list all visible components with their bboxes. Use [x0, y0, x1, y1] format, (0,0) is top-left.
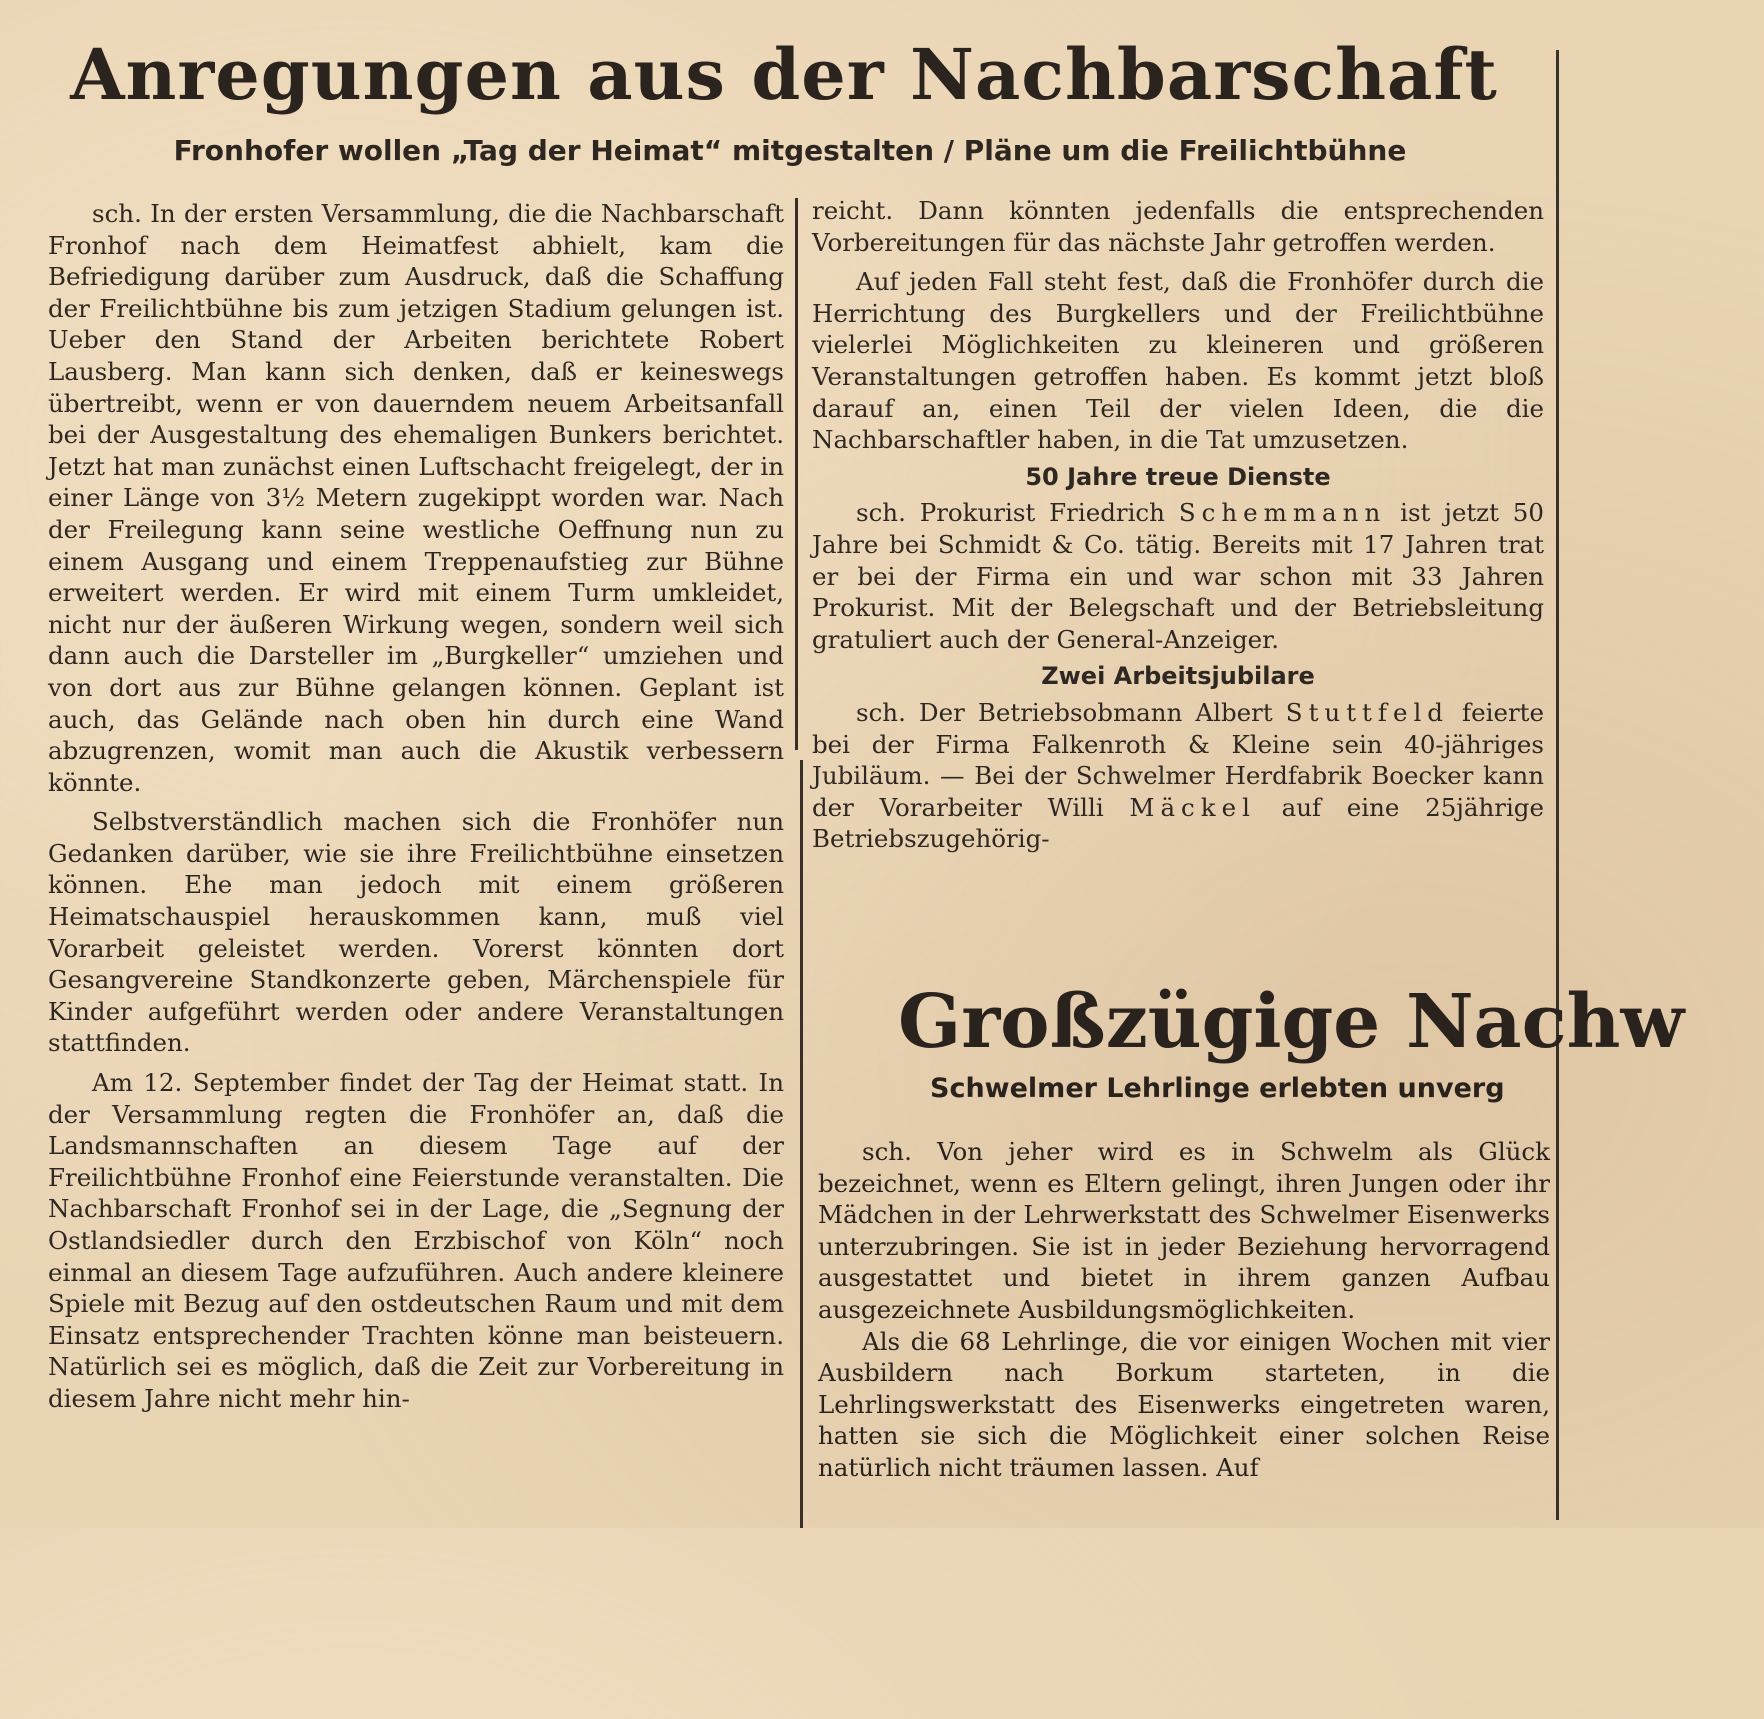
second-article-header [818, 979, 1685, 1104]
column-divider [795, 198, 798, 750]
article-subheadline: Fronhofer wollen „Tag der Heimat“ mitgestalten / Pläne um die Freilichtbühne [173, 134, 1407, 167]
person-name: Stuttfeld [1285, 697, 1449, 727]
notice-paragraph [812, 697, 1544, 855]
article-paragraph: Als die 68 Lehrlinge, die vor einigen Wochen mit vier Ausbildern nach Borkum starteten, in die Lehrlingswerkstatt des Eisenwerks eingetreten waren, hatten sie sich die Möglichkeit einer solchen Reise natürlich nicht träumen lassen. Auf [818, 1326, 1550, 1482]
notice-paragraph [812, 497, 1544, 655]
column-divider-lower [800, 760, 803, 1528]
notice-text: feierte bei der Firma Falkenroth & Kleine sein 40-jähriges Jubiläum. — Bei der Schwelmer Herdfabrik Boecker kann der Vorarbeiter Willi [812, 697, 1545, 822]
notice-text: sch. Der Betriebsobmann Albert [856, 697, 1286, 727]
article-paragraph: Auf jeden Fall steht fest, daß die Fronhöfer durch die Herrichtung des Burgkellers und der Freilichtbühne vielerlei Möglichkeiten zu kleineren und größeren Veranstaltungen getroffen haben. Es kommt jetzt bloß darauf an, einen Teil der vielen Ideen, die die Nachbarschaftler haben, in die Tat umzusetzen. [812, 267, 1544, 455]
article-paragraph: Am 12. September findet der Tag der Heimat statt. In der Versammlung regten die Fronhöfer an, daß die Landsmannschaften an diesem Tage auf der Freilichtbühne Fronhof eine Feierstunde veranstalten. Die Nachbarschaft Fronhof sei in der Lage, die „Segnung der Ostlandsiedler durch den Erzbischof von Köln“ noch einmal an diesem Tage aufzuführen. Auch andere kleinere Spiele mit Bezug auf den ostdeutschen Raum und mit dem Einsatz entsprechender Trachten könne man beisteuern. Natürlich sei es möglich, daß die Zeit zur Vorbereitung in diesem Jahre nicht mehr hin- [48, 1068, 784, 1413]
article-right-column [812, 195, 1544, 855]
person-name: Schemmann [1178, 498, 1387, 528]
page-edge-rule [1556, 50, 1559, 1520]
article-paragraph: sch. Von jeher wird es in Schwelm als Glück bezeichnet, wenn es Eltern gelingt, ihren Jungen oder ihr Mädchen in der Lehrwerkstatt des Schwelmer Eisenwerks unterzubringen. Sie ist in jeder Beziehung hervorragend ausgestattet und bietet in ihrem ganzen Aufbau ausgezeichnete Ausbildungsmöglichkeiten. [818, 1137, 1550, 1324]
notice-text: auf eine 25jährige Betriebszugehörig- [812, 792, 1544, 854]
article-paragraph: reicht. Dann könnten jedenfalls die entsprechenden Vorbereitungen für das nächste Jahr getroffen werden. [812, 196, 1544, 257]
article-headline: Anregungen aus der Nachbarschaft [70, 33, 1498, 116]
notice-heading: Zwei Arbeitsjubilare [1041, 662, 1315, 691]
notice-text: ist jetzt 50 Jahre bei Schmidt & Co. tätig. Bereits mit 17 Jahren trat er bei der Firma ein und war schon mit 33 Jahren Prokurist. Mit der Belegschaft und der Betriebsleitung gratuliert auch der General-Anzeiger. [812, 498, 1544, 654]
second-article-body [818, 1136, 1550, 1484]
article-paragraph: sch. In der ersten Versammlung, die die Nachbarschaft Fronhof nach dem Heimatfest abhielt, kam die Befriedigung darüber zum Ausdruck, daß die Schaffung der Freilichtbühne bis zum jetzigen Stadium gelungen ist. Ueber den Stand der Arbeiten berichtete Robert Lausberg. Man kann sich denken, daß er keineswegs übertreibt, wenn er von dauerndem neuem Arbeitsanfall bei der Ausgestaltung des ehemaligen Bunkers berichtet. Jetzt hat man zunächst einen Luftschacht freigelegt, der in einer Länge von 3½ Metern zugekippt worden war. Nach der Freilegung kann seine westliche Oeffnung nun zu einem Ausgang und einem Treppenaufstieg zur Bühne erweitert werden. Er wird mit einem Turm umkleidet, nicht nur der äußeren Wirkung wegen, sondern weil sich dann auch die Darsteller im „Burgkeller“ umziehen und von dort aus zur Bühne gelangen können. Geplant ist auch, das Gelände nach oben hin durch eine Wand abzugrenzen, womit man auch die Akustik verbessern könnte. [48, 199, 784, 797]
article-left-column [48, 198, 784, 1415]
second-article-subheadline: Schwelmer Lehrlinge erlebten unverg [930, 1073, 1505, 1104]
article-paragraph: Selbstverständlich machen sich die Fronhöfer nun Gedanken darüber, wie sie ihre Freilichtbühne einsetzen können. Ehe man jedoch mit einem größeren Heimatschauspiel herauskommen kann, muß viel Vorarbeit geleistet werden. Vorerst könnten dort Gesangvereine Standkonzerte geben, Märchenspiele für Kinder aufgeführt werden oder andere Veranstaltungen stattfinden. [48, 807, 784, 1058]
second-article-headline: Großzügige Nachw [898, 979, 1685, 1065]
notice-text: sch. Prokurist Friedrich [856, 498, 1179, 528]
person-name: Mäckel [1129, 792, 1256, 822]
notice-heading: 50 Jahre treue Dienste [1025, 462, 1331, 491]
